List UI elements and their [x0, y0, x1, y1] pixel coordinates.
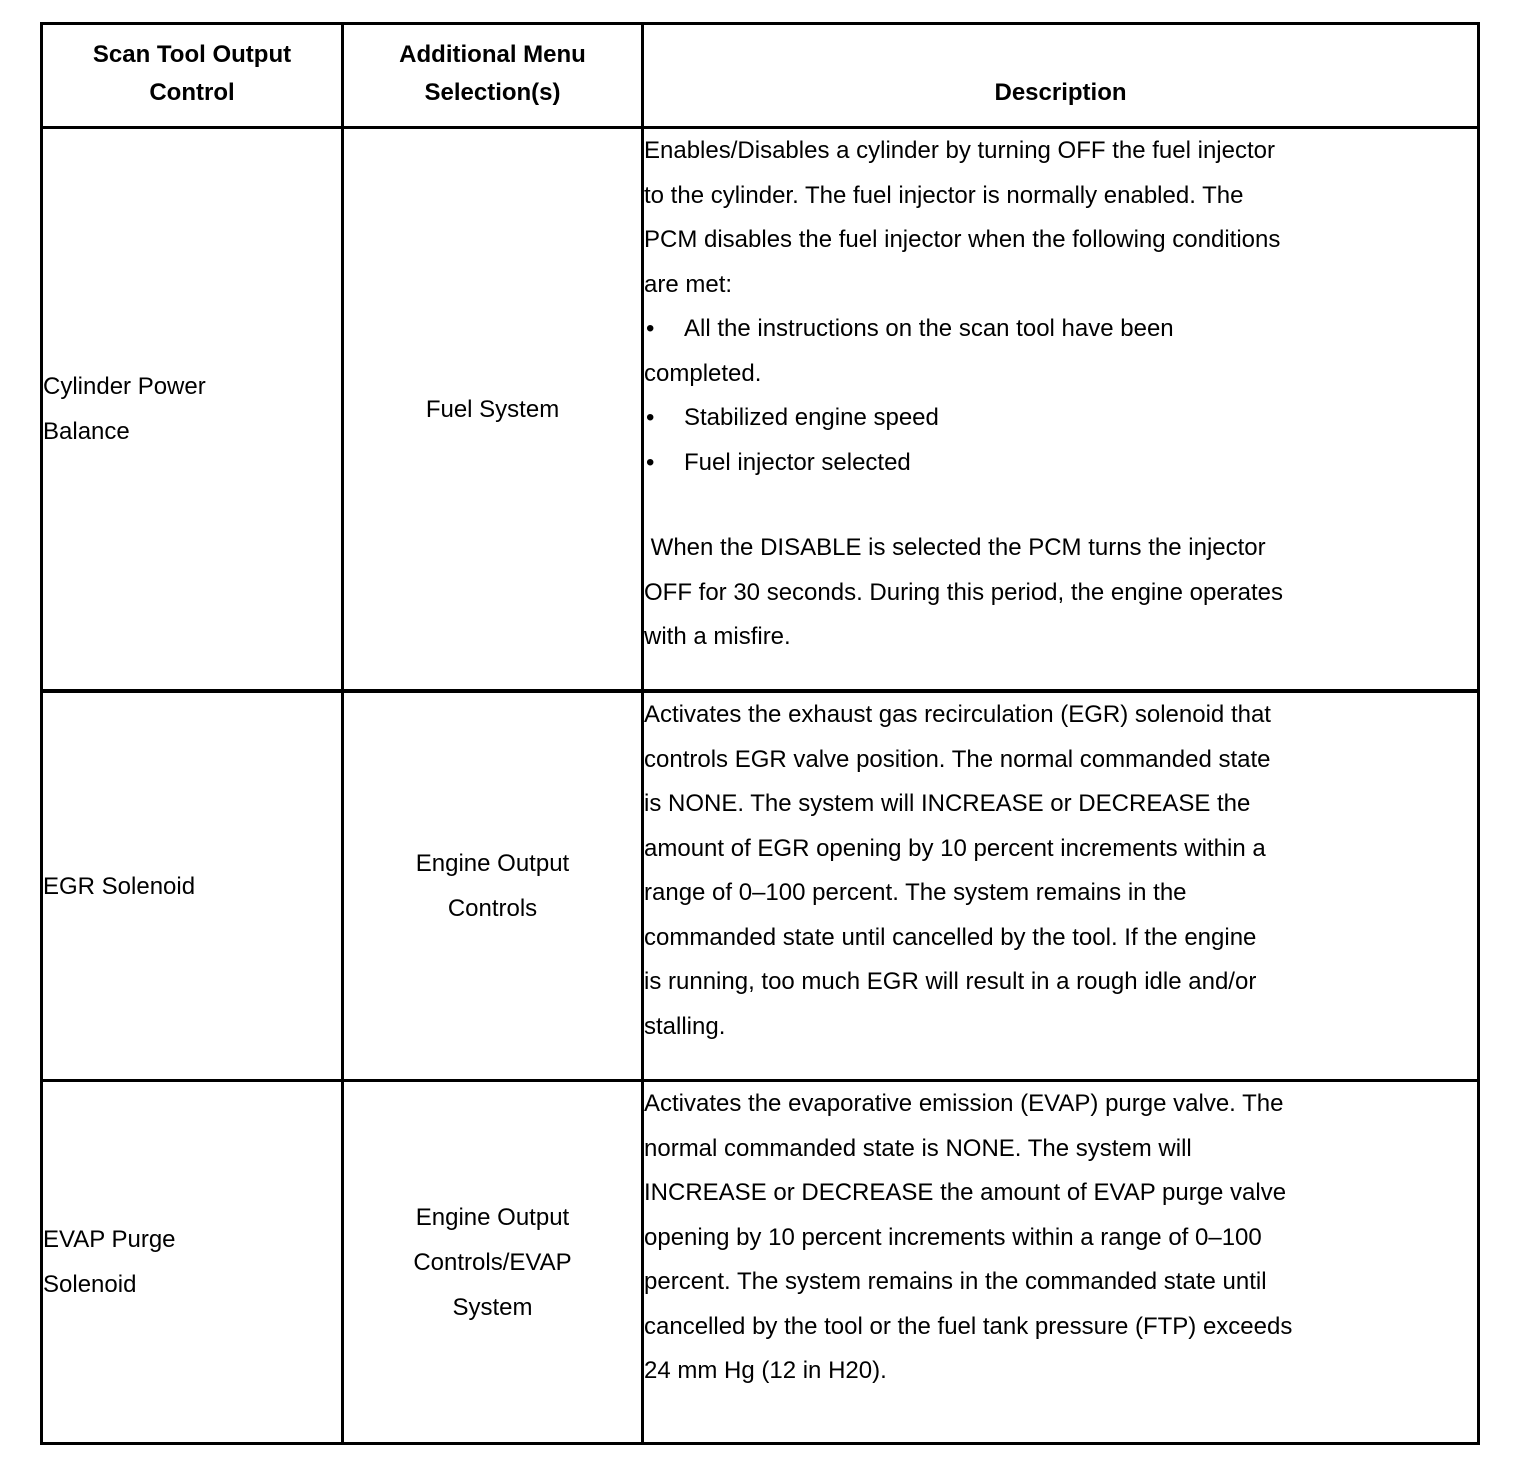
description-line: Enables/Disables a cylinder by turning OFF the fuel injector: [644, 137, 1275, 164]
description-line: opening by 10 percent increments within a range of 0–100: [644, 1223, 1262, 1251]
control-text-line: EVAP Purge: [43, 1226, 176, 1253]
header-description: [643, 24, 1479, 128]
menu-text-line: System: [452, 1293, 533, 1321]
control-text-line: Balance: [43, 418, 130, 445]
table-row: [42, 1081, 1479, 1444]
description-line: controls EGR valve position. The normal commanded state: [644, 745, 1271, 773]
cell-description: [643, 128, 1479, 692]
cell-menu-selection: [343, 691, 643, 1081]
description-line: normal commanded state is NONE. The system will: [644, 1134, 1192, 1162]
description-line: percent. The system remains in the commanded state until: [644, 1268, 1267, 1295]
description-line: is running, too much EGR will result in a rough idle and/or: [644, 968, 1257, 995]
bullet-text: All the instructions on the scan tool have been: [684, 315, 1174, 342]
header-text-line: Scan Tool Output: [92, 41, 292, 68]
header-row: [42, 24, 1479, 128]
paragraph-gap: [644, 485, 1477, 526]
menu-text-line: Engine Output: [415, 850, 570, 877]
scan-tool-output-table: [40, 22, 1480, 1445]
table-row: [42, 691, 1479, 1081]
table-body: [42, 128, 1479, 1444]
description-line: are met:: [644, 270, 733, 298]
menu-text-line: Controls: [447, 895, 538, 922]
bullet-icon: •: [646, 315, 655, 342]
description-line: with a misfire.: [644, 623, 791, 650]
table-row: [42, 128, 1479, 692]
menu-text-line: Engine Output: [415, 1203, 570, 1231]
cell-output-control: [42, 691, 343, 1081]
description-line: Activates the exhaust gas recirculation (EGR) solenoid that: [644, 701, 1271, 728]
bullet-item: [644, 441, 1477, 486]
description-line: INCREASE or DECREASE the amount of EVAP purge valve: [644, 1179, 1287, 1206]
menu-text-line: Controls/EVAP: [413, 1248, 572, 1276]
cell-description: [643, 1081, 1479, 1444]
cell-output-control: [42, 1081, 343, 1444]
table-header: [42, 24, 1479, 128]
header-text-line: Description: [994, 79, 1127, 106]
description-line: Activates the evaporative emission (EVAP) purge valve. The: [644, 1090, 1284, 1117]
description-line: When the DISABLE is selected the PCM turns the injector: [644, 534, 1266, 561]
bullet-text: Stabilized engine speed: [684, 404, 939, 431]
control-text-line: EGR Solenoid: [43, 872, 196, 900]
description-line: OFF for 30 seconds. During this period, the engine operates: [644, 578, 1284, 606]
bullet-icon: •: [646, 404, 655, 431]
bullet-text: Fuel injector selected: [684, 448, 911, 476]
cell-menu-selection: [343, 128, 643, 692]
header-additional-menu-selections: [343, 24, 643, 128]
header-text-line: Additional Menu: [399, 41, 586, 68]
description-line: PCM disables the fuel injector when the following conditions: [644, 226, 1281, 253]
control-text-line: Solenoid: [43, 1271, 137, 1298]
header-scan-tool-output-control: [42, 24, 343, 128]
menu-text-line: Fuel System: [425, 395, 560, 423]
cell-menu-selection: [343, 1081, 643, 1444]
description-line: commanded state until cancelled by the tool. If the engine: [644, 923, 1257, 951]
description-line: stalling.: [644, 1012, 726, 1040]
description-line: 24 mm Hg (12 in H20).: [644, 1357, 887, 1384]
bullet-icon: •: [646, 448, 655, 476]
header-text-line: Selection(s): [424, 79, 561, 106]
description-line: is NONE. The system will INCREASE or DECREASE the: [644, 790, 1251, 817]
cell-output-control: [42, 128, 343, 692]
bullet-item: [644, 307, 1477, 352]
description-line: completed.: [644, 359, 762, 387]
control-text-line: Cylinder Power: [43, 373, 206, 400]
header-text-line: Control: [149, 79, 235, 106]
bullet-item: [644, 396, 1477, 441]
description-line: cancelled by the tool or the fuel tank pressure (FTP) exceeds: [644, 1312, 1293, 1340]
cell-description: [643, 691, 1479, 1081]
description-line: to the cylinder. The fuel injector is normally enabled. The: [644, 181, 1244, 209]
description-line: range of 0–100 percent. The system remains in the: [644, 879, 1187, 906]
description-line: amount of EGR opening by 10 percent increments within a: [644, 834, 1266, 862]
